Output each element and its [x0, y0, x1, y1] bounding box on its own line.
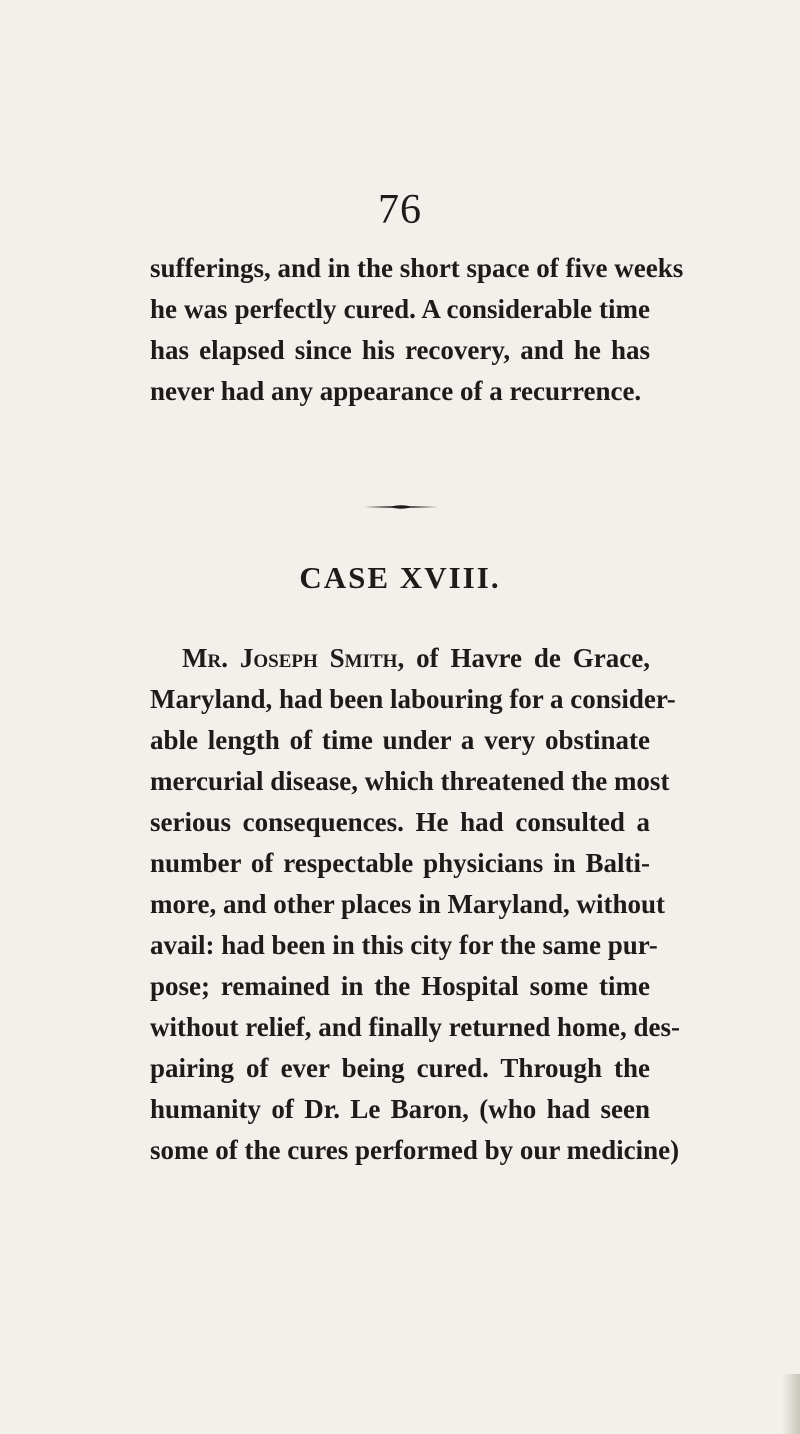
- case-paragraph: [150, 638, 680, 1171]
- text-line: has elapsed since his recovery, and he has: [150, 335, 650, 365]
- text-line: pairing of ever being cured. Through the: [150, 1053, 650, 1083]
- case-heading: CASE XVIII.: [299, 560, 501, 595]
- text-line: humanity of Dr. Le Baron, (who had seen: [150, 1094, 650, 1124]
- text-line: never had any appearance of a recurrence.: [150, 376, 642, 406]
- text-line: mercurial disease, which threatened the most: [150, 766, 670, 796]
- text-line: he was perfectly cured. A considerable time: [150, 294, 650, 324]
- page-edge-shadow: [782, 1374, 800, 1434]
- text-line: number of respectable physicians in Balti-: [150, 848, 650, 878]
- section-divider-ornament: [364, 504, 438, 510]
- text-line: some of the cures performed by our medicine): [150, 1135, 680, 1165]
- text-line-rest: of Havre de Grace,: [404, 643, 650, 673]
- text-line: Maryland, had been labouring for a consider-: [150, 684, 676, 714]
- text-line: serious consequences. He had consulted a: [150, 807, 650, 837]
- text-line: able length of time under a very obstinate: [150, 725, 650, 755]
- text-line: pose; remained in the Hospital some time: [150, 971, 650, 1001]
- text-line: avail: had been in this city for the same pur-: [150, 930, 658, 960]
- continuation-paragraph: [150, 248, 684, 412]
- text-line: more, and other places in Maryland, without: [150, 889, 666, 919]
- text-line: without relief, and finally returned home, des-: [150, 1012, 680, 1042]
- patient-name: Mr. Joseph Smith,: [182, 643, 405, 673]
- text-line: sufferings, and in the short space of five weeks: [150, 253, 684, 283]
- text-line: [150, 638, 650, 679]
- page-number: 76: [378, 187, 422, 233]
